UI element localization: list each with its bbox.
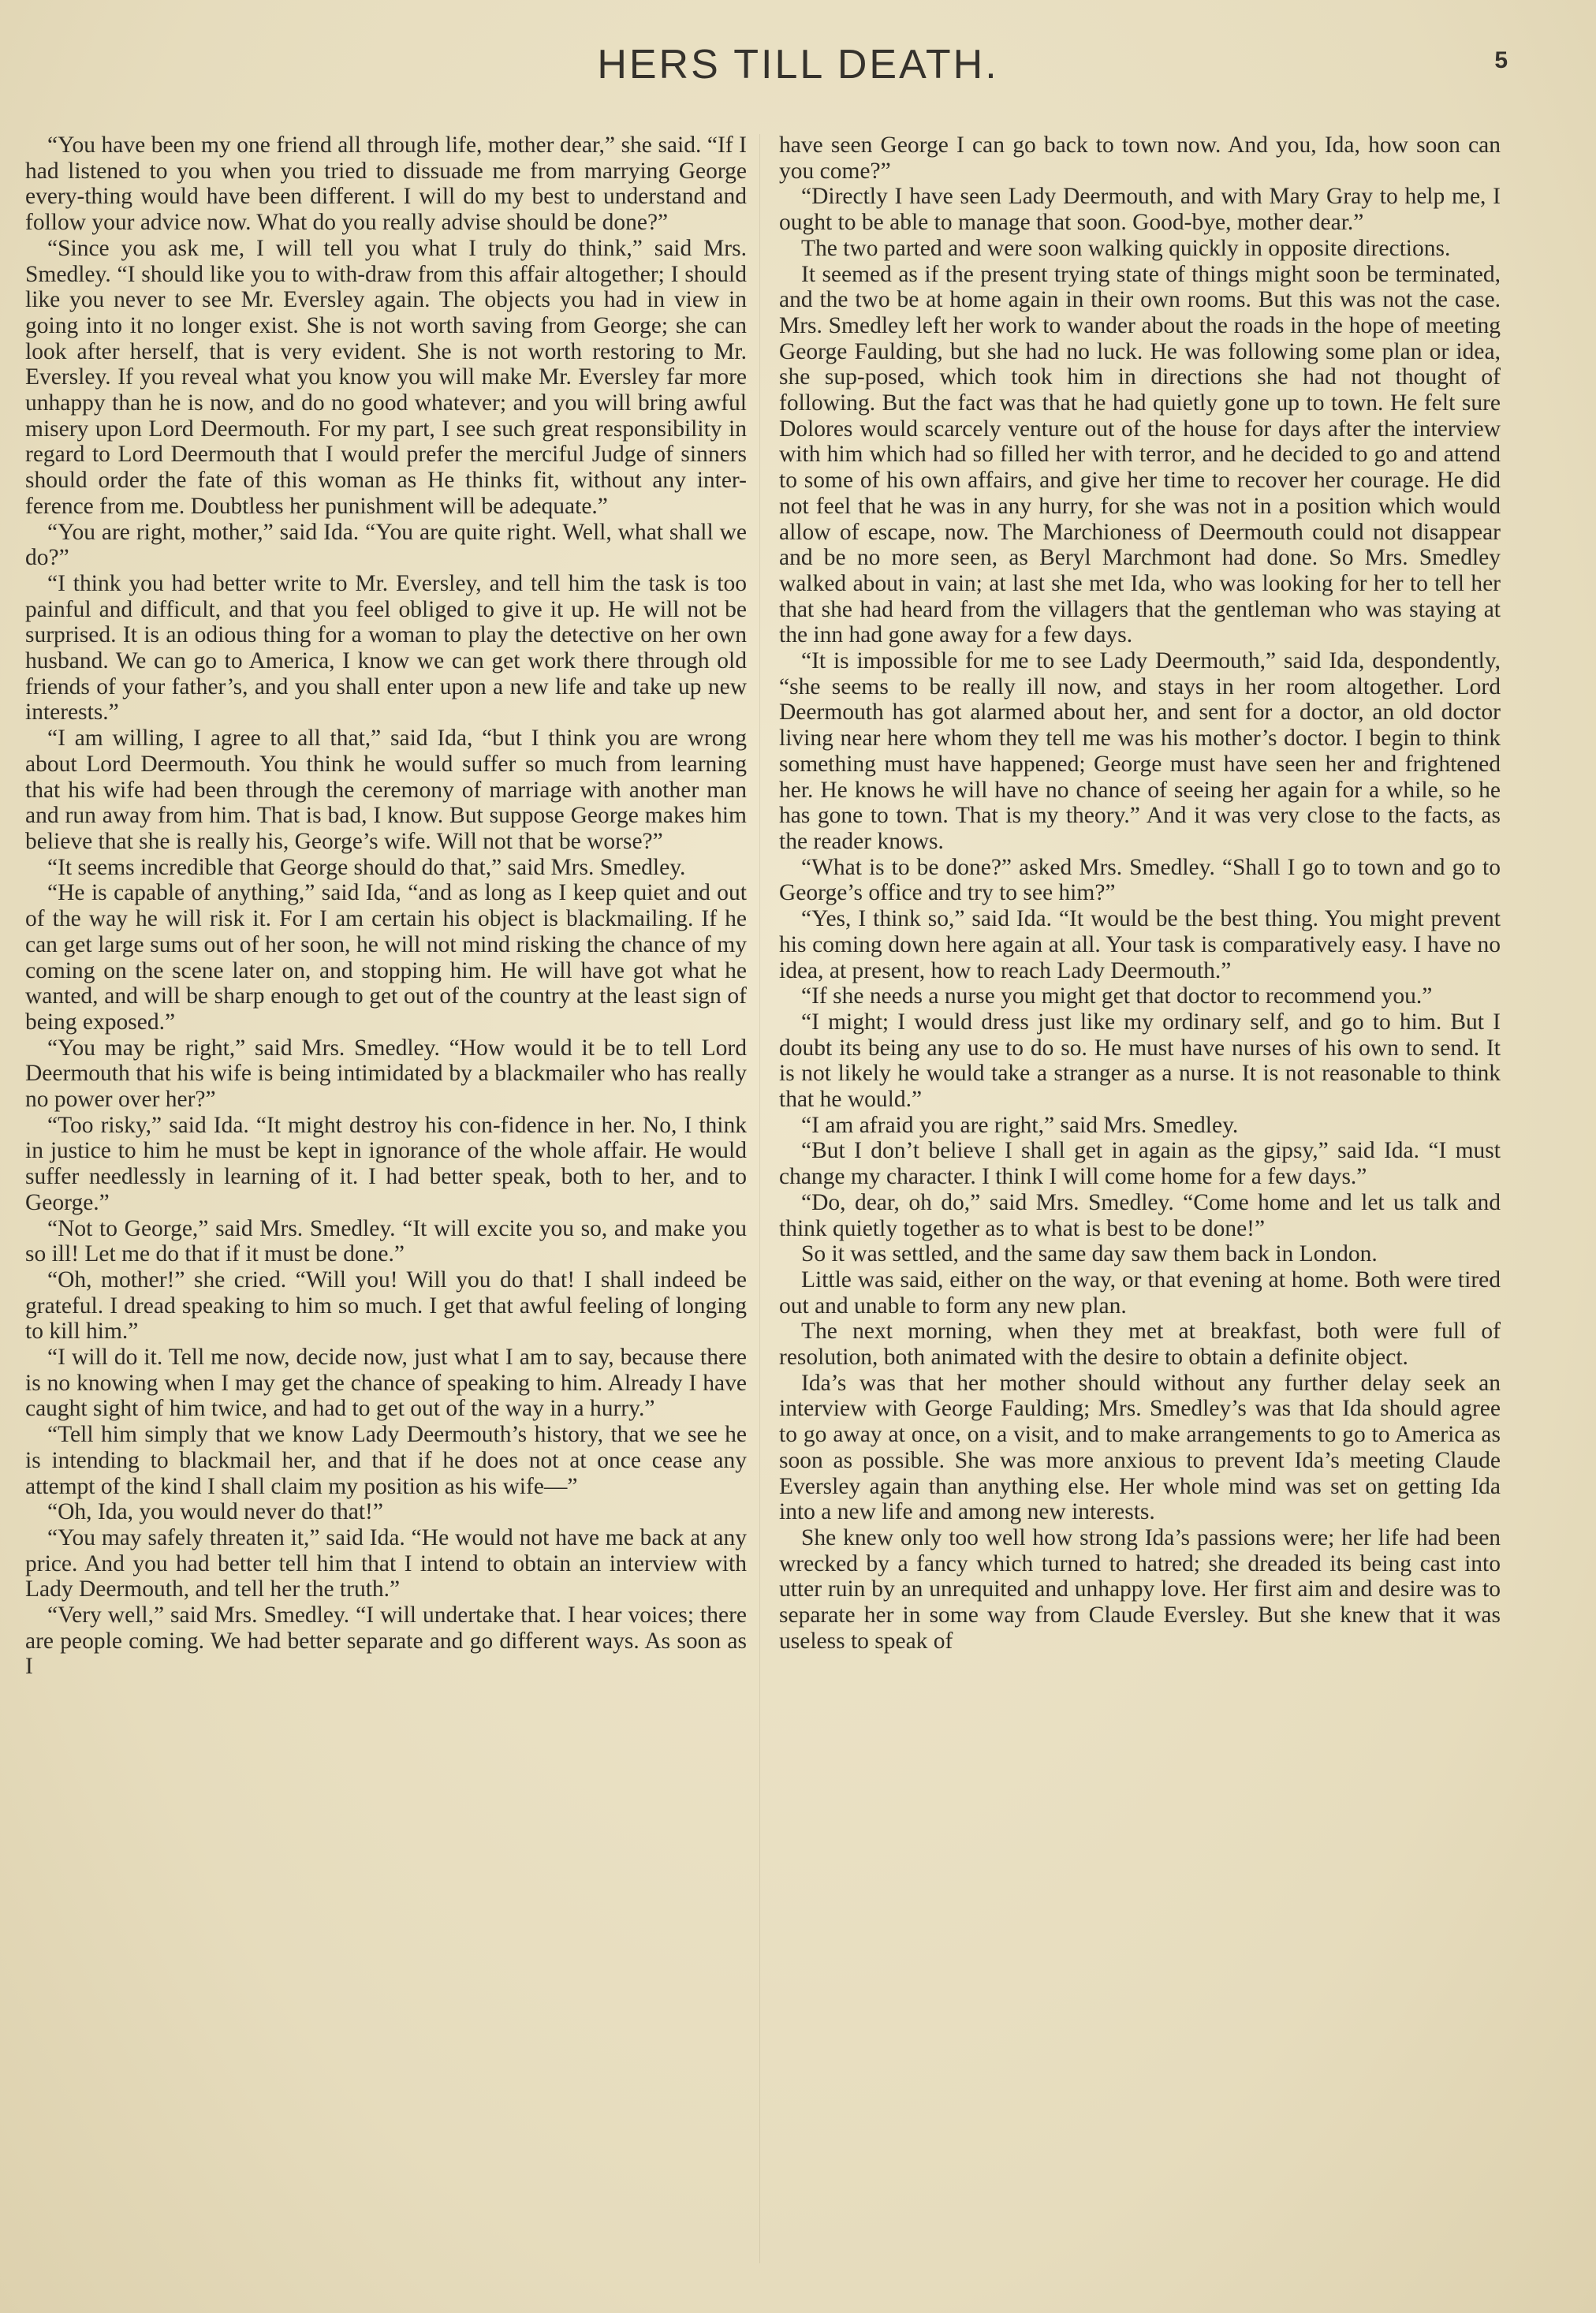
paragraph: “You may safely threaten it,” said Ida. “He would not have me back at any price. And you had better tell him that I intend to obtain an interview with Lady Deermouth, and tell her the truth.” (25, 1524, 747, 1602)
paragraph: The next morning, when they met at breakfast, both were full of resolution, both animated with the desire to obtain a definite object. (779, 1319, 1501, 1371)
paragraph: “Since you ask me, I will tell you what I truly do think,” said Mrs. Smedley. “I should like you to with-draw from this affair altogether; I should like you never to see Mr. Eversley again. The objects you had in view in going into it no longer exist. She is not worth saving from George; she can look after herself, that is very evident. She is not worth restoring to Mr. Eversley. If you reveal what you know you will make Mr. Eversley far more unhappy than he is now, and do no good whatever; and you will bring awful misery upon Lord Deermouth. For my part, I see such great responsibility in regard to Lord Deermouth that I would prefer the merciful Judge of sinners should order the fate of this woman as He thinks fit, without any inter-ference from me. Doubtless her punishment will be adequate.” (25, 235, 747, 519)
paragraph: “You have been my one friend all through life, mother dear,” she said. “If I had listened to you when you tried to dissuade me from marrying George every-thing would have been different. I will do my best to understand and follow your advice now. What do you really advise should be done?” (25, 132, 747, 236)
page-header (0, 41, 1596, 104)
paragraph: “If she needs a nurse you might get that doctor to recommend you.” (801, 983, 1433, 1009)
paragraph: “Directly I have seen Lady Deermouth, and with Mary Gray to help me, I ought to be able to manage that soon. Good-bye, mother dear.” (779, 184, 1501, 236)
paragraph: “Oh, Ida, you would never do that!” (47, 1499, 383, 1525)
right-text-column (779, 132, 1501, 2278)
paragraph: “Yes, I think so,” said Ida. “It would be the best thing. You might prevent his coming down here again at all. Your task is comparatively easy. I have no idea, at present, how to reach Lady Deermouth.” (779, 906, 1501, 983)
paragraph: So it was settled, and the same day saw them back in London. (801, 1241, 1378, 1267)
paragraph: “Not to George,” said Mrs. Smedley. “It will excite you so, and make you so ill! Let me do that if it must be done.” (25, 1215, 747, 1267)
paragraph: “I think you had better write to Mr. Eversley, and tell him the task is too painful and difficult, and that you feel obliged to give it up. He will not be surprised. It is an odious thing for a woman to play the detective on her own husband. We can go to America, I know we can get work there through old friends of your father’s, and you shall enter upon a new life and take up new interests.” (25, 570, 747, 726)
paragraph: She knew only too well how strong Ida’s passions were; her life had been wrecked by a fancy which turned to hatred; she dreaded its being cast into utter ruin by an unrequited and unhappy love. Her first aim and desire was to separate her in some way from Claude Eversley. But she knew that it was useless to speak of (779, 1524, 1501, 1654)
paragraph: It seemed as if the present trying state of things might soon be terminated, and the two be at home again in their own rooms. But this was not the case. Mrs. Smedley left her work to wander about the roads in the hope of meeting George Faulding, but she had no luck. He was following some plan or idea, she sup-posed, which took him in directions she had not thought of following. But the fact was that he had quietly gone up to town. He felt sure Dolores would scarcely venture out of the house for days after the interview with him which had so filled her with terror, and he decided to go and attend to some of his own affairs, and give her time to recover her courage. He did not feel that he was in any hurry, for she was not in a position which would allow of escape, now. The Marchioness of Deermouth could not disappear and be no more seen, as Beryl Marchmont had done. So Mrs. Smedley walked about in vain; at last she met Ida, who was looking for her to tell her that she had heard from the villagers that the gentleman who was staying at the inn had gone away for a few days. (779, 261, 1501, 648)
paragraph: have seen George I can go back to town now. And you, Ida, how soon can you come?” (779, 132, 1501, 184)
paragraph: “It seems incredible that George should do that,” said Mrs. Smedley. (47, 854, 686, 880)
paragraph: “I might; I would dress just like my ordinary self, and go to him. But I doubt its being any use to do so. He must have nurses of his own to send. It is not likely he would take a stranger as a nurse. It is not reasonable to think that he would.” (779, 1009, 1501, 1113)
paragraph: The two parted and were soon walking quickly in opposite directions. (801, 235, 1451, 261)
paragraph: “You may be right,” said Mrs. Smedley. “How would it be to tell Lord Deermouth that his wife is being intimidated by a blackmailer who has really no power over her?” (25, 1035, 747, 1113)
paragraph: Little was said, either on the way, or that evening at home. Both were tired out and unable to form any new plan. (779, 1267, 1501, 1319)
paragraph: “Too risky,” said Ida. “It might destroy his con-fidence in her. No, I think in justice to him he must be kept in ignorance of the whole affair. He would suffer needlessly in learning of it. I had better speak, both to her, and to George.” (25, 1112, 747, 1215)
paragraph: “Do, dear, oh do,” said Mrs. Smedley. “Come home and let us talk and think quietly together as to what is best to be done!” (779, 1189, 1501, 1241)
paragraph: “It is impossible for me to see Lady Deermouth,” said Ida, despondently, “she seems to be really ill now, and stays in her room altogether. Lord Deermouth has got alarmed about her, and sent for a doctor, an old doctor living near here whom they tell me was his mother’s doctor. I begin to think something must have happened; George must have seen her and frightened her. He knows he will have no chance of seeing her again for a while, so he has gone to town. That is my theory.” And it was very close to the facts, as the reader knows. (779, 648, 1501, 854)
paragraph: “He is capable of anything,” said Ida, “and as long as I keep quiet and out of the way he will risk it. For I am certain his object is blackmailing. If he can get large sums out of her soon, he will not mind risking the chance of my coming on the scene later on, and stopping him. He will have got what he wanted, and will be sharp enough to get out of the country at the least sign of being exposed.” (25, 880, 747, 1035)
paragraph: “Very well,” said Mrs. Smedley. “I will undertake that. I hear voices; there are people coming. We had better separate and go different ways. As soon as I (25, 1602, 747, 1680)
paragraph: “I am afraid you are right,” said Mrs. Smedley. (801, 1112, 1239, 1138)
paragraph: “What is to be done?” asked Mrs. Smedley. “Shall I go to town and go to George’s office and try to see him?” (779, 854, 1501, 906)
running-title: HERS TILL DEATH. (597, 42, 999, 88)
paragraph: Ida’s was that her mother should without any further delay seek an interview with George Faulding; Mrs. Smedley’s was that Ida should agree to go away at once, on a visit, and to make arrangements to go to America as soon as possible. She was more anxious to prevent Ida’s meeting Claude Eversley again than anything else. Her whole mind was set on getting Ida into a new life and among new interests. (779, 1370, 1501, 1525)
paragraph: “You are right, mother,” said Ida. “You are quite right. Well, what shall we do?” (25, 519, 747, 571)
paragraph: “Tell him simply that we know Lady Deermouth’s history, that we see he is intending to blackmail her, and that if he does not at once cease any attempt of the kind I shall claim my position as his wife—” (25, 1422, 747, 1499)
paragraph: “But I don’t believe I shall get in again as the gipsy,” said Ida. “I must change my character. I think I will come home for a few days.” (779, 1138, 1501, 1190)
column-divider (759, 134, 760, 2263)
left-text-column (25, 132, 747, 2278)
paragraph: “I will do it. Tell me now, decide now, just what I am to say, because there is no knowing when I may get the chance of speaking to him. Already I have caught sight of him twice, and had to get out of the way in a hurry.” (25, 1345, 747, 1422)
page-number: 5 (1494, 47, 1508, 73)
paragraph: “Oh, mother!” she cried. “Will you! Will you do that! I shall indeed be grateful. I dread speaking to him so much. I get that awful feeling of longing to kill him.” (25, 1267, 747, 1345)
paragraph: “I am willing, I agree to all that,” said Ida, “but I think you are wrong about Lord Deermouth. You think he would suffer so much from learning that his wife had been through the ceremony of marriage with another man and run away from him. That is bad, I know. But suppose George makes him believe that she is really his, George’s wife. Will not that be worse?” (25, 726, 747, 854)
